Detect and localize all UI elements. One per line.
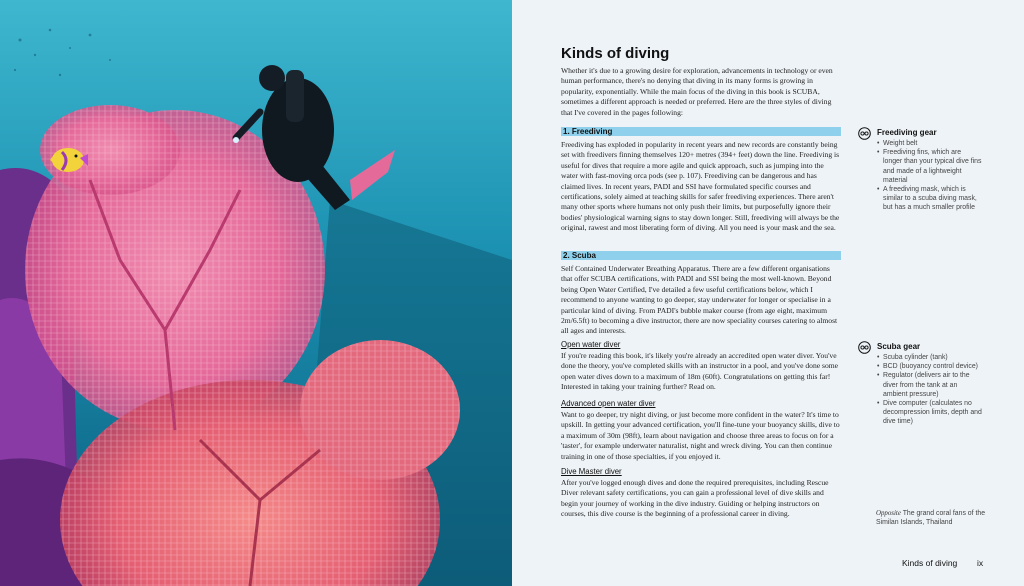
photo-caption — [876, 509, 996, 527]
list-item: • A freediving mask, which is similar to a scuba diving mask, but has a much smaller profile — [877, 185, 982, 213]
list-item: • BCD (buoyancy control device) — [877, 362, 982, 371]
subsection-body-advanced: Want to go deeper, try night diving, or just become more confident in the water? It's time to upskill. In getting your advanced certification, you'll fine-tune your buoyancy skills, dive to a maximum of 30m (98ft), learn about navigation and choose three areas to focus on for a 'taster', for example underwater naturalist, night and wreck diving. You can then continue training in one of those specialties, if you enjoyed it. — [561, 410, 840, 461]
list-item: • Dive computer (calculates no decompression limits, depth and dive time) — [877, 399, 982, 427]
page-title: Kinds of diving — [561, 45, 670, 62]
text-page — [512, 0, 1024, 586]
caption-lead: Opposite — [876, 510, 901, 517]
subsection-body-dive-master: After you've logged enough dives and done the required prerequisites, including Rescue Diver relevant safety certifications, you can gain a professional level of dive skills and begin your journey of working in the dive industry. Guiding or helping instructors on courses, this dive course is the beginning of a professional career in diving. — [561, 478, 829, 519]
caption-text: The grand coral fans of the Similan Islands, Thailand — [876, 510, 986, 527]
intro-paragraph: Whether it's due to a growing desire for exploration, advancements in technology or even human performance, there's no denying that diving in its many forms is growing in popularity, exponentially. While the main focus of the diving in this book is SCUBA, sometimes a different approach is needed or preferred. Here are the three styles of diving that I've covered in the pages following: — [561, 66, 833, 117]
section-body-scuba: Self Contained Underwater Breathing Apparatus. There are a few different organisations that offer SCUBA certifications, with PADI and SSI being the most well-known. Beyond being Open Water Certified, I've detailed a few useful certifications below, which I recommend to anyone wanting to go deeper, stay underwater for longer or specialise in a particular kind of diving. From PADI's bubble maker course (from age eight, maximum 2m/6.5ft) to becoming a dive instructor, there are now speciality courses catering to almost all ages and interests. — [561, 264, 838, 336]
list-item: • Weight belt — [877, 139, 982, 148]
sidebar-title: Freediving gear — [877, 128, 937, 137]
sidebar-list — [877, 139, 982, 213]
subsection-heading-advanced: Advanced open water diver — [561, 399, 656, 408]
subsection-body-open-water: If you're reading this book, it's likely you're already an accredited open water diver. You've done the theory, you've completed skills with an instructor in a pool, and you've done some open water dives down to a maximum of 18m (60ft). Congratulations on getting this far! Interested in taking your training further? Read on. — [561, 351, 839, 392]
list-item: • Scuba cylinder (tank) — [877, 353, 982, 362]
list-item: • Freediving fins, which are longer than your typical dive fins and made of a lightweight material — [877, 148, 982, 185]
sidebar-list — [877, 353, 982, 427]
section-heading-scuba: 2. Scuba — [561, 251, 841, 260]
gear-icon — [858, 341, 871, 354]
subsection-heading-dive-master: Dive Master diver — [561, 467, 622, 476]
subsection-heading-open-water: Open water diver — [561, 340, 621, 349]
section-heading-freediving: 1. Freediving — [561, 127, 841, 136]
page-number: ix — [977, 558, 984, 568]
section-body-freediving: Freediving has exploded in popularity in recent years and new records are constantly being set with freedivers finning themselves 120+ metres (394+ feet) down the line. Freediving is useful for dives that require a more agile and quick approach, such as jumping into the water with fast-moving orca pods (see p. 107). Freediving can be dangerous and has claimed lives. In recent years, PADI and SSI have formulated specific courses and certifications, solely aimed at teaching skills for safer freediving experiences. There aren't many other sports where humans not only push their limits, but purposefully ignore their bodies' physiological warning signs to stay down longer. Still, freediving will always be the original, rawest and most liberating form of diving. All you need is your mask and the sea. — [561, 140, 840, 233]
list-item: • Regulator (delivers air to the diver from the tank at an ambient pressure) — [877, 371, 982, 399]
gear-icon — [858, 127, 871, 140]
running-footer-title: Kinds of diving — [902, 558, 958, 568]
sidebar-title: Scuba gear — [877, 342, 921, 351]
